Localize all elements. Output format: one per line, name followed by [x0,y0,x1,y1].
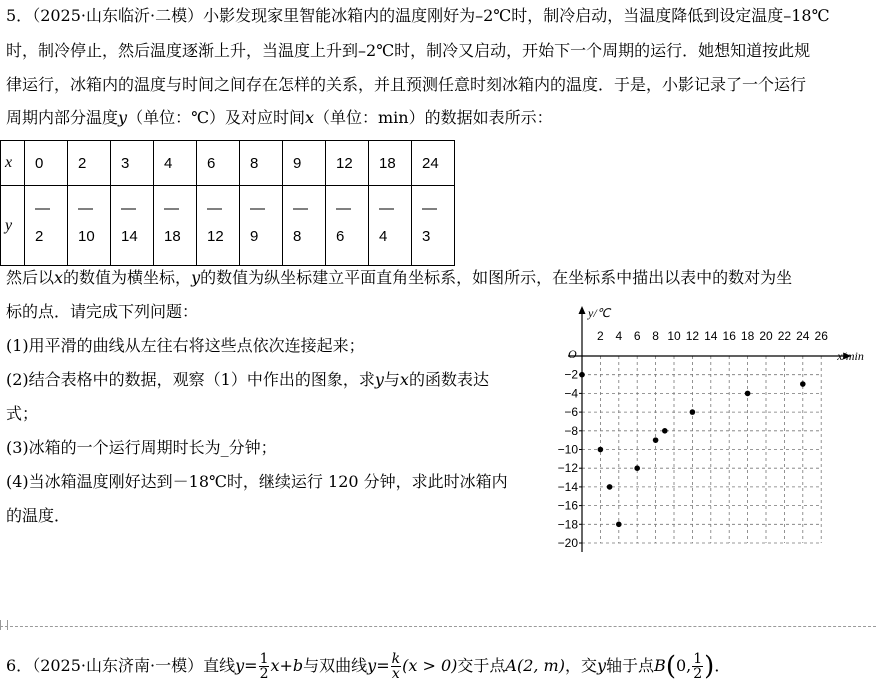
x-tick-label: 14 [704,329,718,343]
var-x: x [54,268,64,287]
x-cell: 4 [154,141,197,186]
data-point [607,484,613,490]
question-4: (4)当冰箱温度刚好达到－18℃时，继续运行 120 分钟，求此时冰箱内 [6,472,508,491]
y-cell [240,186,283,266]
problem5-number: 5． [6,6,33,25]
text-segment: ，交 [564,656,597,675]
text-segment: 小影发现家里智能冰箱内的温度刚好为 [203,6,476,25]
problem5-source: （2025·山东临沂·二模） [32,6,204,25]
data-point [653,437,659,443]
data-point [745,391,751,397]
problem5-line1 [6,6,829,26]
x-tick-label: 16 [722,329,736,343]
neg-sign: — [207,199,222,217]
y-tick-label: −8 [564,423,578,438]
text-segment: 周期内部分温度 [6,108,119,127]
scatter-chart [550,296,876,552]
frac-num: 1 [259,651,269,667]
data-point [800,381,806,387]
eq-sign: = [376,656,390,675]
x-tick-label: 24 [796,329,810,343]
data-point [598,447,604,453]
x-cell: 3 [111,141,154,186]
data-point [690,409,696,415]
frac-num: k [391,651,401,667]
y-tick-label: −6 [564,405,578,420]
fraction-one-half [259,652,270,681]
chart-ticks [558,329,829,550]
var-y: y [374,370,384,389]
problem5-line5 [6,268,792,288]
temp-set: –18℃ [783,6,830,25]
problem5-line4 [6,108,553,128]
eq-rest: x+b [270,656,304,675]
y-cell [412,186,455,266]
eq-var: y [367,656,377,675]
separator-marker [0,620,8,630]
x-tick-label: 10 [667,329,681,343]
x-tick-label: 22 [777,329,792,343]
y-cell [326,186,369,266]
eq-condition: (x > 0) [402,656,458,675]
text-segment: （单位：℃）及对应时间 [127,108,305,127]
x-tick-label: 26 [814,329,828,343]
y-tick-label: −20 [557,536,578,550]
text-segment: ． [714,656,731,675]
text-segment: 然后以 [6,268,55,287]
neg-sign: — [293,199,308,217]
y-cell [25,186,68,266]
neg-sign: — [164,199,179,217]
var-x: x [304,108,314,127]
var-y: y [191,268,201,287]
problem-separator [0,626,876,627]
frac-num: 1 [693,651,703,667]
question-1: (1)用平滑的曲线从左往右将这些点依次连接起来； [6,336,365,355]
x-tick-label: 12 [685,329,700,343]
y-value: 2 [35,227,44,245]
var-x: x [399,370,409,389]
x-cell: 12 [326,141,369,186]
data-point [579,372,585,378]
data-table [0,140,455,266]
y-axis-label: y/℃ [588,306,611,320]
eq-var: y [235,656,245,675]
point-a: A [505,656,517,675]
paren-close: ) [704,651,715,682]
x-tick-label: 2 [597,329,604,343]
y-cell [154,186,197,266]
neg-sign: — [78,199,93,217]
text-segment: 的数值为纵坐标建立平面直角坐标系，如图所示，在坐标系中描出以表中的数对为坐 [200,268,793,287]
y-value: 14 [121,227,138,245]
problem6-source: （2025·山东济南·一模） [32,656,204,675]
text-segment: 与双曲线 [303,656,368,675]
text-segment: (2)结合表格中的数据，观察（1）中作出的图象，求 [6,370,375,389]
y-tick-label: −2 [564,367,578,382]
problem6-line1 [6,648,730,685]
data-point [662,428,668,434]
text-segment: 交于点 [457,656,506,675]
y-tick-label: −12 [557,461,578,476]
y-value: 8 [293,227,302,245]
row-y-label: y [1,186,25,266]
neg-sign: — [121,199,136,217]
x-tick-label: 4 [615,329,623,343]
neg-sign: — [35,199,50,217]
y-tick-label: −14 [557,479,578,494]
y-tick-label: −16 [557,498,578,513]
point-b-x: 0, [675,656,692,675]
problem5-line3: 律运行，冰箱内的温度与时间之间存在怎样的关系，并且预测任意时刻冰箱内的温度．于是，小影记录了一个运行 [6,75,807,94]
temp-start: –2℃ [358,41,395,60]
text-segment: （单位：min）的数据如表所示： [314,108,553,127]
x-cell: 6 [197,141,240,186]
fraction-k-over-x [391,652,401,681]
x-cell: 9 [283,141,326,186]
y-cell [68,186,111,266]
neg-sign: — [250,199,265,217]
temp-start: –2℃ [475,6,512,25]
problem5-line2 [6,41,810,61]
point-a-coords: (2, m) [516,656,565,675]
text-segment: 的函数表达 [408,370,489,389]
question-4-cont: 的温度． [6,506,71,525]
x-cell: 8 [240,141,283,186]
x-tick-label: 8 [652,329,659,343]
y-cell [197,186,240,266]
text-segment: 直线 [203,656,236,675]
y-value: 4 [379,227,388,245]
text-segment: 时，制冷又启动，开始下一个周期的运行．她想知道按此规 [394,41,811,60]
text-segment: 的数值为横坐标， [63,268,192,287]
y-cell [283,186,326,266]
text-segment: 与 [383,370,400,389]
y-tick-label: −18 [557,517,578,532]
text-segment: 时，制冷启动，当温度降低到设定温度 [511,6,784,25]
frac-den: 2 [259,666,269,682]
origin-label: O [568,347,577,361]
data-point [634,465,640,471]
data-point [616,522,622,528]
var-y: y [118,108,128,127]
x-tick-label: 18 [740,329,755,343]
neg-sign: — [336,199,351,217]
x-cell: 2 [68,141,111,186]
y-tick-label: −4 [564,386,578,401]
y-cell [111,186,154,266]
axis-y-text: y [596,656,607,675]
problem5-line6: 标的点．请完成下列问题： [6,302,199,321]
y-cell [369,186,412,266]
question-2 [6,370,489,390]
y-value: 9 [250,227,259,245]
x-cell: 18 [369,141,412,186]
question-2-cont: 式； [6,404,39,423]
y-value: 3 [422,227,431,245]
text-segment: 时，制冷停止，然后温度逐渐上升，当温度上升到 [6,41,359,60]
y-value: 6 [336,227,345,245]
row-x-label: x [1,141,25,186]
y-value: 18 [164,227,181,245]
problem6-number: 6． [6,656,33,675]
x-tick-label: 6 [633,329,641,343]
paren-open: ( [665,651,676,682]
neg-sign: — [422,199,437,217]
fraction-point-b [692,652,703,681]
point-b: B [654,656,666,675]
y-value: 12 [207,227,224,245]
table-row-y [1,186,455,266]
neg-sign: — [379,199,394,217]
table-row-x [1,141,455,186]
y-tick-label: −10 [557,442,578,457]
x-cell: 0 [25,141,68,186]
y-axis-arrow [579,306,586,314]
frac-den: 2 [693,666,703,682]
x-axis-label: x/min [837,349,864,363]
eq-sign: = [244,656,258,675]
y-value: 10 [78,227,95,245]
frac-den: x [391,666,400,682]
chart-grid [582,356,821,543]
x-cell: 24 [412,141,455,186]
question-3: (3)冰箱的一个运行周期时长为_分钟； [6,438,277,457]
x-tick-label: 20 [759,329,773,343]
text-segment: 轴于点 [606,656,655,675]
